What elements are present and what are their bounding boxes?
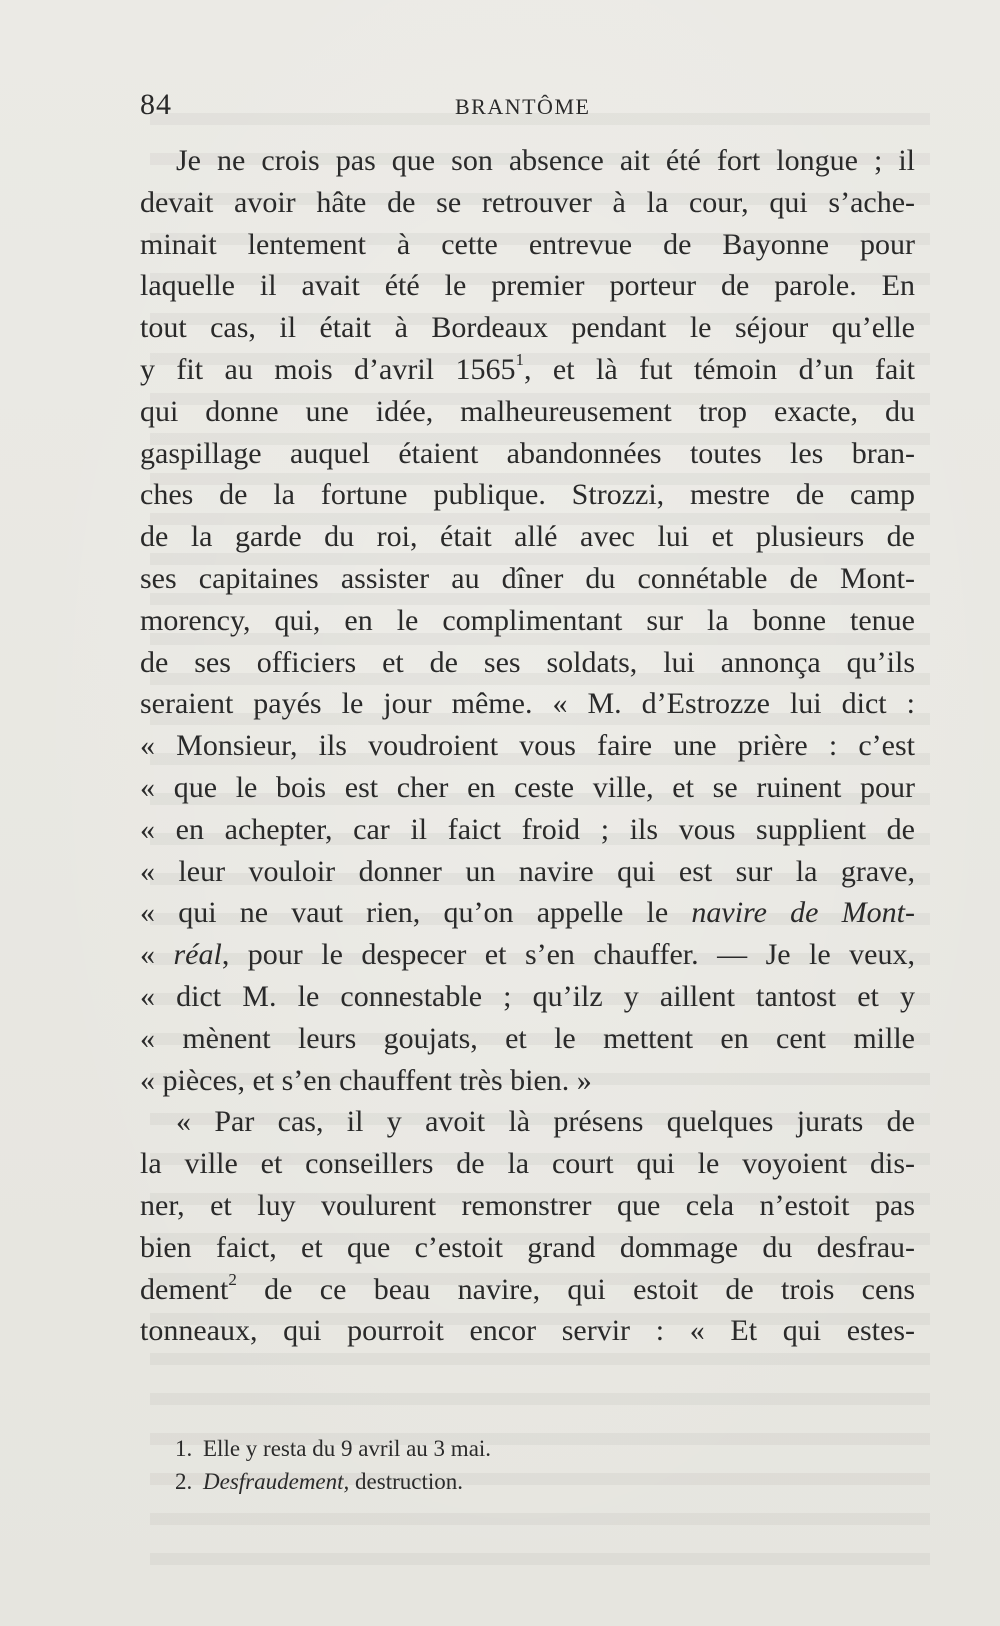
- quote-line: « Monsieur, ils voudroient vous faire une prière : c’est: [140, 729, 915, 763]
- text-line: la ville et conseillers de la court qui le voyoient dis-: [140, 1147, 915, 1181]
- footnotes: [175, 1432, 875, 1498]
- text-line: y fit au mois d’avril 1565$^1$, et là fut témoin d’un fait: [140, 349, 915, 386]
- text-line: bien faict, et que c’estoit grand dommage du desfrau-: [140, 1230, 915, 1264]
- text-line: dement$^2$ de ce beau navire, qui estoit de trois cens: [140, 1269, 915, 1306]
- quote-line: « pièces, et s’en chauffent très bien. »: [140, 1063, 592, 1097]
- quote-line: « leur vouloir donner un navire qui est sur la grave,: [140, 854, 915, 888]
- text-line: Je ne crois pas que son absence ait été fort longue ; il: [176, 144, 915, 177]
- page-number: 84: [140, 88, 172, 121]
- body-text: [140, 140, 915, 1352]
- footnote-2: 2. Desfraudement, destruction.: [175, 1469, 463, 1494]
- footnote-1: 1. Elle y resta du 9 avril au 3 mai.: [175, 1436, 492, 1461]
- footnote-ref-1: 1: [515, 349, 524, 369]
- text-line: ner, et luy voulurent remonstrer que cela n’estoit pas: [140, 1188, 915, 1222]
- text-line: laquelle il avait été le premier porteur de parole. En: [140, 269, 915, 303]
- text-line: de ses officiers et de ses soldats, lui annonça qu’ils: [140, 645, 915, 679]
- quote-line: « en achepter, car il faict froid ; ils vous supplient de: [140, 812, 915, 846]
- text-line: morency, qui, en le complimentant sur la bonne tenue: [140, 603, 915, 637]
- text-line: de la garde du roi, était allé avec lui et plusieurs de: [140, 520, 915, 554]
- quote-line: « que le bois est cher en ceste ville, et se ruinent pour: [140, 770, 915, 804]
- text-line: qui donne une idée, malheureusement trop exacte, du: [140, 394, 915, 428]
- text-line: « Par cas, il y avoit là présens quelques jurats de: [176, 1105, 915, 1139]
- running-title: BRANTÔME: [455, 94, 591, 119]
- quote-line: « réal, pour le despecer et s’en chauffer. — Je le veux,: [140, 938, 915, 972]
- quote-line: « dict M. le connestable ; qu’ilz y aillent tantost et y: [140, 979, 915, 1013]
- quote-line: « mènent leurs goujats, et le mettent en cent mille: [140, 1021, 915, 1055]
- footnote-ref-2: 2: [228, 1269, 237, 1289]
- text-line: gaspillage auquel étaient abandonnées toutes les bran-: [140, 436, 915, 470]
- text-line: seraient payés le jour même. « M. d’Estrozze lui dict :: [140, 687, 915, 721]
- text-line: tonneaux, qui pourroit encor servir : « Et qui estes-: [140, 1314, 915, 1348]
- quote-line: « qui ne vaut rien, qu’on appelle le navire de Mont-: [140, 896, 915, 930]
- text-line: devait avoir hâte de se retrouver à la cour, qui s’ache-: [140, 185, 915, 219]
- running-head: [140, 88, 915, 128]
- text-line: ches de la fortune publique. Strozzi, mestre de camp: [140, 478, 915, 512]
- text-line: ses capitaines assister au dîner du connétable de Mont-: [140, 561, 915, 595]
- text-line: tout cas, il était à Bordeaux pendant le séjour qu’elle: [140, 311, 915, 345]
- text-line: minait lentement à cette entrevue de Bayonne pour: [140, 227, 915, 261]
